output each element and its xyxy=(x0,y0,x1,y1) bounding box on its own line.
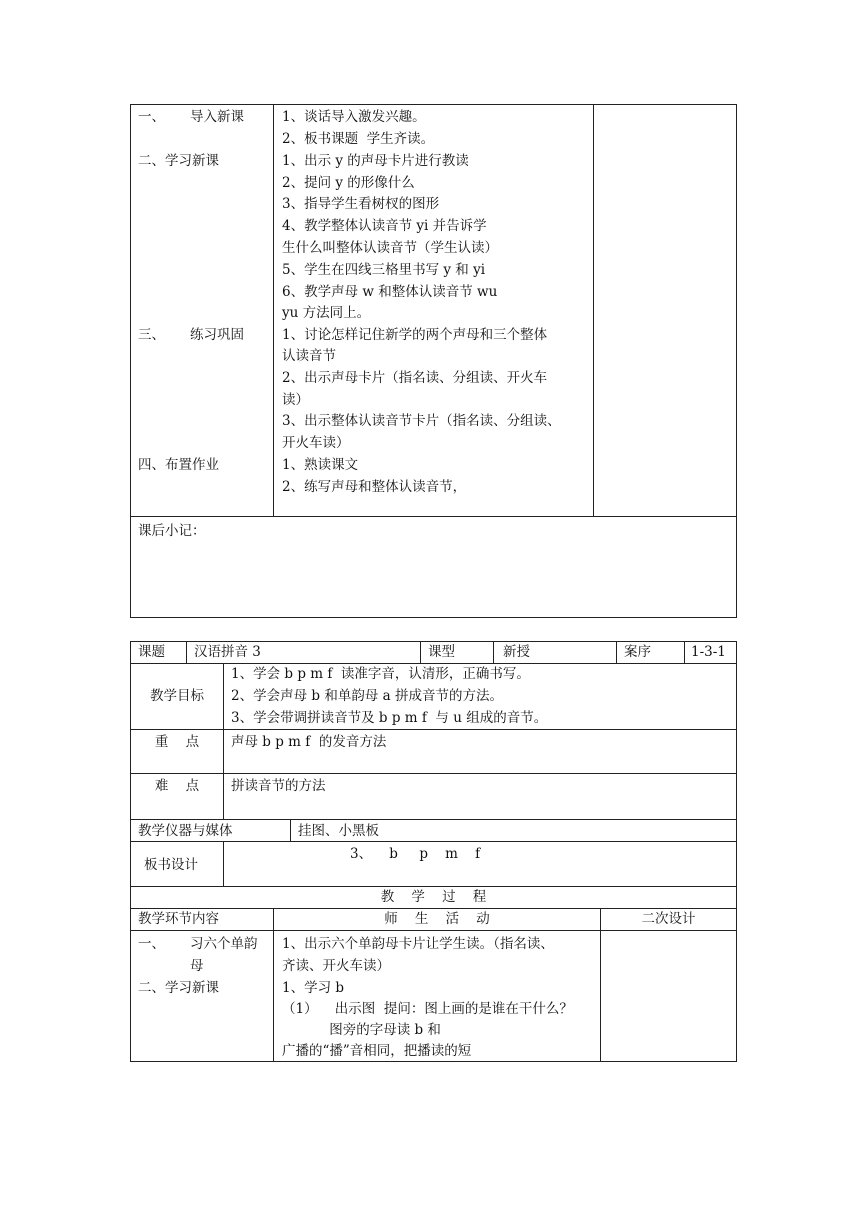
section-label: 母 xyxy=(190,958,204,974)
activity-line: （1） 出示图 提问：图上画的是谁在干什么？ xyxy=(282,1001,573,1017)
activity-line: 3、出示整体认读音节卡片（指名读、分组读、 xyxy=(282,413,561,429)
section-number: 三、 xyxy=(138,327,165,343)
table-border xyxy=(600,908,601,1061)
activity-line: 1、谈话导入激发兴趣。 xyxy=(282,109,426,125)
table-border xyxy=(736,641,737,1061)
table-border xyxy=(130,773,737,774)
goal-line: 1、学会 b p m f 读准字音，认清形，正确书写。 xyxy=(231,666,530,682)
table-border xyxy=(273,908,274,1061)
activity-line: 2、板书课题 学生齐读。 xyxy=(282,131,435,147)
activity-line: 3、指导学生看树杈的图形 xyxy=(282,196,440,212)
table-border xyxy=(616,641,617,663)
title-label: 课题 xyxy=(138,644,165,660)
activity-line: 广播的“播”音相同，把播读的短 xyxy=(282,1043,472,1059)
difficulty-value: 拼读音节的方法 xyxy=(231,778,326,794)
activity-line: 1、讨论怎样记住新学的两个声母和三个整体 xyxy=(282,327,548,343)
media-value: 挂图、小黑板 xyxy=(298,823,379,839)
table-border xyxy=(736,104,737,617)
table-border xyxy=(684,641,685,663)
case-label: 案序 xyxy=(624,644,651,660)
activity-line: 生什么叫整体认读音节（学生认读） xyxy=(282,240,498,256)
activity-line: 图旁的字母读 b 和 xyxy=(282,1022,441,1038)
type-label: 课型 xyxy=(428,644,455,660)
section-number: 一、 xyxy=(138,109,165,125)
section-label: 练习巩固 xyxy=(190,327,244,343)
section-label: 习六个单韵 xyxy=(190,936,258,952)
difficulty-label: 难 点 xyxy=(154,778,200,794)
table-border xyxy=(186,641,187,663)
table-border xyxy=(130,617,737,618)
goal-line: 2、学会声母 b 和单韵母 a 拼成音节的方法。 xyxy=(231,688,503,704)
table-border xyxy=(223,841,224,886)
table-border xyxy=(130,104,737,105)
goals-label: 教学目标 xyxy=(150,688,204,704)
activity-line: 6、教学声母 w 和整体认读音节 wu xyxy=(282,284,498,300)
table-border xyxy=(130,104,131,617)
table-border xyxy=(273,104,274,516)
activity-line: 1、学习 b xyxy=(282,980,345,996)
activity-line: 4、教学整体认读音节 yi 并告诉学 xyxy=(282,218,487,234)
table-border xyxy=(130,930,737,931)
section-label: 二、学习新课 xyxy=(138,980,219,996)
notes-label: 课后小记： xyxy=(138,523,206,539)
title-value: 汉语拼音 3 xyxy=(194,644,261,660)
column-header: 师 生 活 动 xyxy=(384,911,490,927)
case-value: 1-3-1 xyxy=(691,644,726,660)
column-header: 二次设计 xyxy=(641,911,696,927)
activity-line: 开火车读） xyxy=(282,435,350,451)
activity-line: 2、出示声母卡片（指名读、分组读、开火车 xyxy=(282,370,548,386)
activity-line: 2、提问 y 的形像什么 xyxy=(282,175,415,191)
activity-line: yu 方法同上。 xyxy=(282,305,371,321)
table-border xyxy=(130,729,737,730)
table-border xyxy=(223,663,224,819)
column-header: 教学环节内容 xyxy=(138,911,219,927)
media-label: 教学仪器与媒体 xyxy=(138,823,233,839)
table-border xyxy=(493,641,494,663)
goal-line: 3、学会带调拼读音节及 b p m f 与 u 组成的音节。 xyxy=(231,710,548,726)
section-label: 二、学习新课 xyxy=(138,153,219,169)
activity-line: 认读音节 xyxy=(282,348,336,364)
section-label: 四、布置作业 xyxy=(138,457,219,473)
table-border xyxy=(420,641,421,663)
section-label: 导入新课 xyxy=(190,109,244,125)
type-value: 新授 xyxy=(503,644,530,660)
activity-line: 5、学生在四线三格里书写 y 和 yi xyxy=(282,262,486,278)
board-label: 板书设计 xyxy=(144,857,198,873)
activity-line: 1、熟读课文 xyxy=(282,457,359,473)
board-value: 3、 b p m f xyxy=(350,846,481,862)
activity-line: 2、练写声母和整体认读音节， xyxy=(282,479,467,495)
section-number: 一、 xyxy=(138,936,165,952)
activity-line: 读） xyxy=(282,392,309,408)
table-border xyxy=(130,516,737,517)
key-value: 声母 b p m f 的发音方法 xyxy=(231,734,387,750)
activity-line: 1、出示六个单韵母卡片让学生读。（指名读、 xyxy=(282,936,554,952)
table-border xyxy=(290,819,291,841)
process-title: 教 学 过 程 xyxy=(380,889,487,905)
key-label: 重 点 xyxy=(154,734,200,750)
activity-line: 齐读、开火车读） xyxy=(282,958,390,974)
table-border xyxy=(593,104,594,516)
activity-line: 1、出示 y 的声母卡片进行教读 xyxy=(282,153,469,169)
